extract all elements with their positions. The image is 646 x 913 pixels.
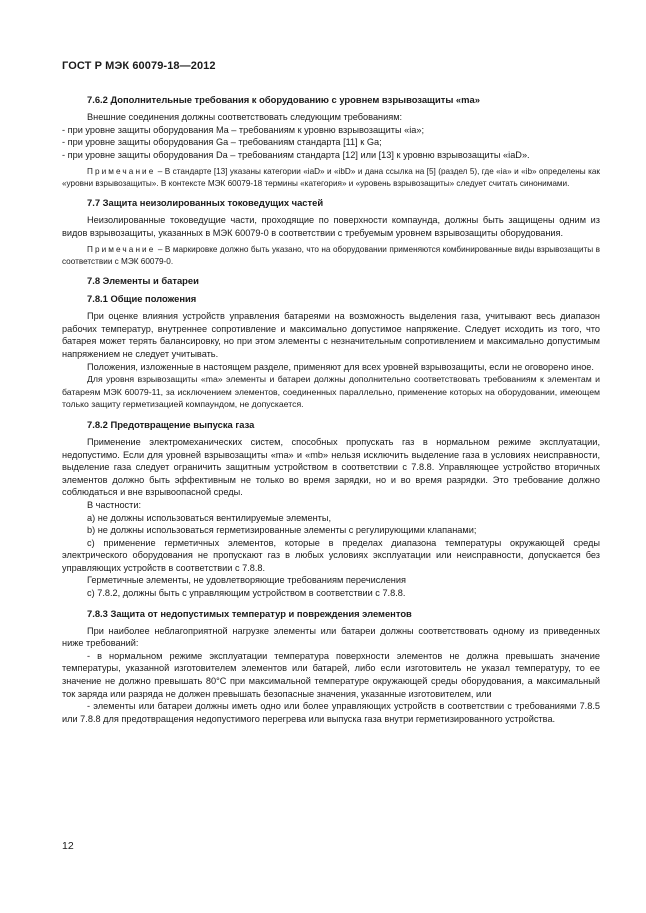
note — [62, 244, 600, 267]
section-heading: 7.8 Элементы и батареи — [87, 275, 199, 287]
list-item: - в нормальном режиме эксплуатации температура поверхности элементов не должна превышать значение температуры, указанной изготовителем элементов или батарей, либо если изготовитель не указал температуру, то ее значение не должно превышать 80°С при максимальной температуре окружающей среды оборудования, а максимальный ток заряда или разряда не должен превышать безопасные значения, указанные изготовителем, или — [62, 650, 600, 699]
section-heading: 7.7 Защита неизолированных токоведущих частей — [87, 197, 324, 209]
paragraph: c) 7.8.2, должны быть с управляющим устройством в соответствии с 7.8.8. — [87, 588, 406, 599]
paragraph: При наиболее неблагоприятной нагрузке элементы или батареи должны соответствовать одному из приведенных ниже требований: — [62, 625, 600, 649]
paragraph: Неизолированные токоведущие части, проходящие по поверхности компаунда, должны быть защищены одним из видов взрывозащиты, указанных в МЭК 60079-0 в соответствии с требуемым уровнем взрывозащиты оборудования. — [62, 215, 600, 238]
list-item: a) не должны использоваться вентилируемые элементы, — [87, 512, 332, 523]
list-item: b) не должны использоваться герметизированные элементы с регулирующими клапанами; — [87, 525, 477, 536]
list-item: - при уровне защиты оборудования Ga – требованиям стандарта [11] к Ga; — [62, 137, 382, 148]
note-label: Примечание — [87, 167, 156, 177]
page-number: 12 — [62, 840, 74, 852]
document-body — [62, 93, 600, 725]
paragraph: Герметичные элементы, не удовлетворяющие требованиям перечисления — [87, 575, 406, 586]
paragraph: Для уровня взрывозащиты «ma» элементы и батареи должны дополнительно соответствовать требованиям к элементам и батареям МЭК 60079-11, за исключением элементов, соединенных параллельно, применение которых на оборудовании, имеющем только защиту герметизацией компаундом, не допускается. — [62, 374, 600, 410]
list-item: c) применение герметичных элементов, которые в пределах диапазона температуры окружающей среды электрического оборудования не пропускают газ в любых условиях эксплуатации или неисправности, допускается без управляющих устройств в соответствии с 7.8.8. — [62, 537, 600, 573]
paragraph: Положения, изложенные в настоящем разделе, применяют для всех уровней взрывозащиты, если не оговорено иное. — [87, 361, 594, 372]
section-heading: 7.6.2 Дополнительные требования к оборудованию с уровнем взрывозащиты «ma» — [87, 94, 480, 105]
paragraph: Внешние соединения должны соответствовать следующим требованиям: — [87, 112, 403, 122]
note-text: – В маркировке должно быть указано, что на оборудовании применяются комбинированные виды взрывозащиты в соответствии с МЭК 60079-0. — [62, 245, 600, 266]
paragraph: При оценке влияния устройств управления батареями на возможность выделения газа, учитывают весь диапазон рабочих температур, внутреннее сопротивление и максимально допустимое напряжение. Следует исходить из того, что батарея может терять балансировку, но при этом элементы с незначительным сопротивлением и максимально допустимым напряжением не следует учитывать. — [62, 311, 600, 359]
section-heading: 7.8.3 Защита от недопустимых температур и повреждения элементов — [87, 607, 412, 619]
list-item: - при уровне защиты оборудования Da – требованиям стандарта [12] или [13] к уровню взрывозащиты «iaD». — [62, 149, 530, 160]
paragraph: Применение электромеханических систем, способных пропускать газ в нормальном режиме эксплуатации, недопустимо. Если для уровней взрывозащиты «ma» и «mb» нельзя исключить выделение газа в условиях неисправности, выделение газа следует ограничить защитным устройством в соответствии с 7.8.8. Управляющее устройство вторичных элементов должно быть эффективным не только во время зарядки, но и во время разрядки. Это требование должно соблюдаться и вне взрывоопасной среды. — [62, 436, 600, 498]
list-item: - элементы или батареи должны иметь одно или более управляющих устройств в соответствии с требованиями 7.8.5 или 7.8.8 для предотвращения недопустимого перегрева или выпуска газа внутри герметизированного устройства. — [62, 701, 600, 724]
note — [62, 166, 600, 189]
section-heading: 7.8.1 Общие положения — [87, 293, 197, 305]
document-header: ГОСТ Р МЭК 60079-18—2012 — [62, 60, 216, 72]
note-label: Примечание — [87, 245, 156, 255]
note-text: – В стандарте [13] указаны категории «iaD» и «ibD» и дана ссылка на [5] (раздел 5), где «ia» и «ib» определены как «уровни взрывозащиты». В контексте МЭК 60079-18 термины «категория» и «уровень взрывозащиты» следует считать синонимами. — [62, 167, 600, 188]
section-heading: 7.8.2 Предотвращение выпуска газа — [87, 418, 255, 430]
list-item: - при уровне защиты оборудования Ma – требованиям к уровню взрывозащиты «ia»; — [62, 124, 425, 135]
paragraph: В частности: — [87, 499, 142, 510]
